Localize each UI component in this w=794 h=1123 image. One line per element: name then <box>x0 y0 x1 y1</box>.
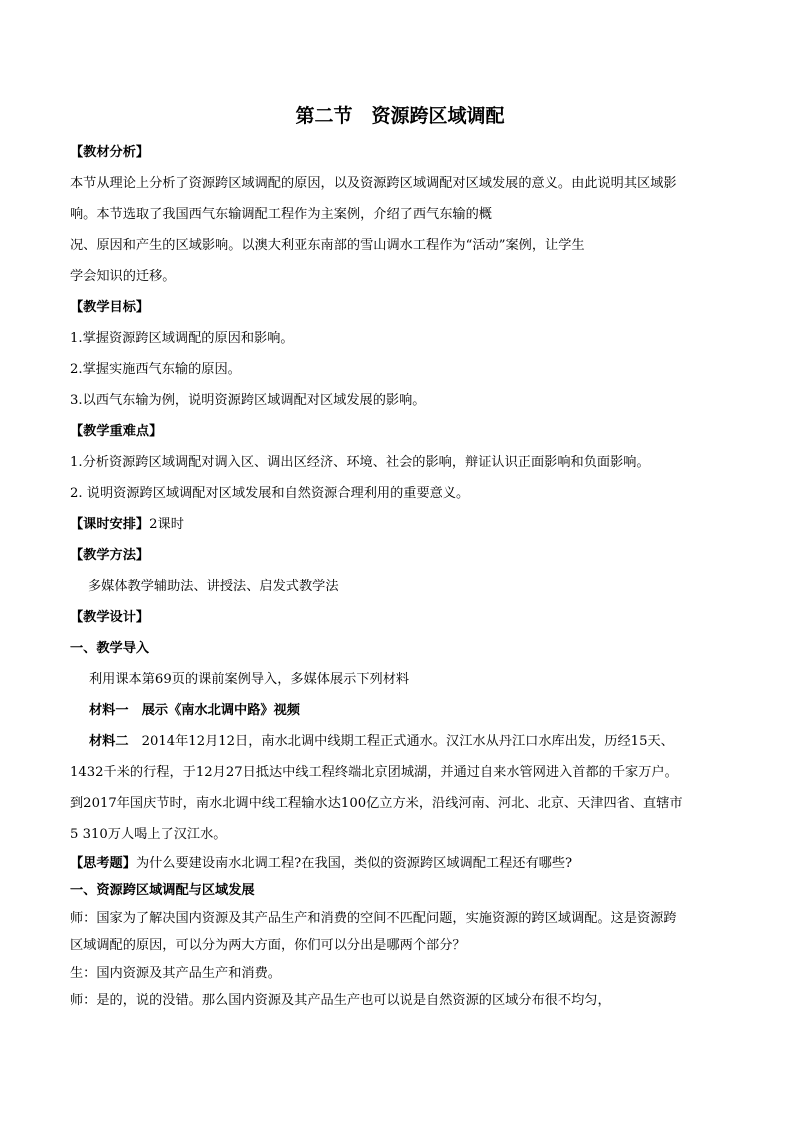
heading-question: 【思考题】 <box>70 856 136 871</box>
material-one: 材料一 展示《南水北调中路》视频 <box>89 703 300 718</box>
material-two-text: 2014年12月12日，南水北调中线期工程正式通水。汉江水从丹江口水库出发，历经15天、 <box>141 734 674 749</box>
paragraph-line: 本节从理论上分析了资源跨区域调配的原因，以及资源跨区域调配对区域发展的意义。由此说明其区域影 <box>70 176 677 191</box>
heading-teaching-methods: 【教学方法】 <box>70 548 150 563</box>
heading-schedule: 【课时安排】 <box>70 517 150 532</box>
question-text: 为什么要建设南水北调工程?在我国，类似的资源跨区域调配工程还有哪些? <box>135 856 573 871</box>
paragraph-line: 学会知识的迁移。 <box>70 269 176 284</box>
paragraph-line: 到2017年国庆节时，南水北调中线工程输水达100亿立方米，沿线河南、河北、北京、天津四省、直辖市 <box>70 796 683 811</box>
goal-item: 3.以西气东输为例，说明资源跨区域调配对区域发展的影响。 <box>70 393 426 408</box>
goal-item: 1.掌握资源跨区域调配的原因和影响。 <box>70 331 294 346</box>
heading-lesson-intro: 一、教学导入 <box>70 641 150 656</box>
dialogue-line: 师：是的，说的没错。那么国内资源及其产品生产也可以说是自然资源的区域分布很不均匀， <box>70 993 611 1008</box>
dialogue-line: 生：国内资源及其产品生产和消费。 <box>70 966 281 981</box>
key-point-item: 1.分析资源跨区域调配对调入区、调出区经济、环境、社会的影响，辩证认识正面影响和负面影响。 <box>70 455 650 470</box>
paragraph-line: 1432千米的行程，于12月27日抵达中线工程终端北京团城湖，并通过自来水管网进入首都的千家万户。 <box>70 765 678 780</box>
heading-teaching-goals: 【教学目标】 <box>70 300 150 315</box>
key-point-item: 2. 说明资源跨区域调配对区域发展和自然资源合理利用的重要意义。 <box>70 486 470 501</box>
paragraph-line: 5 310万人喝上了汉江水。 <box>70 827 227 842</box>
material-two-line <box>89 733 674 751</box>
intro-text: 利用课本第69页的课前案例导入，多媒体展示下列材料 <box>89 672 410 687</box>
goal-item: 2.掌握实施西气东输的原因。 <box>70 362 241 377</box>
question-line <box>70 855 572 873</box>
heading-section-one: 一、资源跨区域调配与区域发展 <box>70 883 255 898</box>
schedule-value: 2课时 <box>149 517 184 532</box>
heading-key-points: 【教学重难点】 <box>70 424 163 439</box>
dialogue-line: 师：国家为了解决国内资源及其产品生产和消费的空间不匹配问题，实施资源的跨区域调配。这是资源跨 <box>70 911 677 926</box>
dialogue-line: 区域调配的原因，可以分为两大方面，你们可以分出是哪两个部分？ <box>70 938 466 953</box>
paragraph-line: 响。本节选取了我国西气东输调配工程作为主案例，介绍了西气东输的概 <box>70 207 492 222</box>
material-two-label: 材料二 <box>89 734 129 749</box>
paragraph-line: 况、原因和产生的区域影响。以澳大利亚东南部的雪山调水工程作为“活动”案例，让学生 <box>70 238 585 253</box>
heading-teaching-design: 【教学设计】 <box>70 610 150 625</box>
page-title: 第二节 资源跨区域调配 <box>295 105 505 127</box>
schedule-line <box>70 516 184 534</box>
heading-textbook-analysis: 【教材分析】 <box>70 145 150 160</box>
methods-text: 多媒体教学辅助法、讲授法、启发式教学法 <box>88 579 339 594</box>
